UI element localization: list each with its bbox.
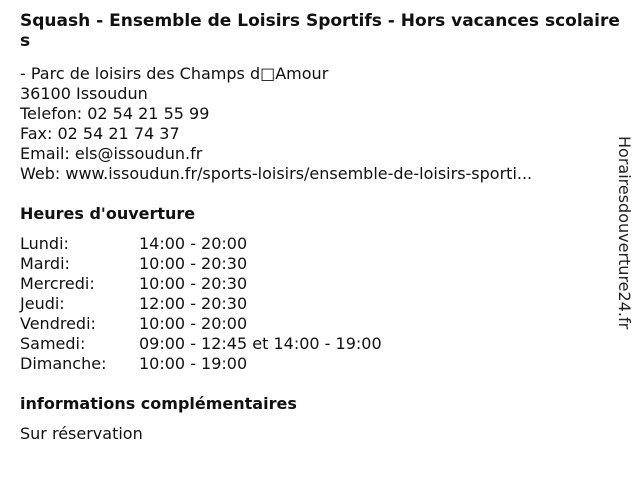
hours-row [20,334,382,354]
time-range: 10:00 - 20:30 [139,254,248,273]
hours-row [20,354,382,374]
page-title: Squash - Ensemble de Loisirs Sportifs - Hors vacances scolaires [20,11,620,51]
time-range: 10:00 - 19:00 [139,354,248,373]
additional-info-heading: informations complémentaires [20,394,297,413]
time-range: 12:00 - 20:30 [139,294,248,313]
day-label: Dimanche: [20,354,107,373]
time-range: 10:00 - 20:00 [139,314,248,333]
day-label: Mercredi: [20,274,95,293]
opening-hours-table [20,234,382,374]
additional-info-text: Sur réservation [20,424,143,443]
opening-hours-heading: Heures d'ouverture [20,204,196,223]
hours-row [20,254,382,274]
day-label: Lundi: [20,234,69,253]
website-url: Web: www.issoudun.fr/sports-loisirs/ensemble-de-loisirs-sporti... [20,164,533,183]
site-watermark: Horairesdouverture24.fr [615,136,634,330]
address-line-2: 36100 Issoudun [20,84,148,103]
time-range: 10:00 - 20:30 [139,274,248,293]
email-address: Email: els@issoudun.fr [20,144,203,163]
time-range: 14:00 - 20:00 [139,234,248,253]
time-range: 09:00 - 12:45 et 14:00 - 19:00 [139,334,382,353]
fax-number: Fax: 02 54 21 74 37 [20,124,180,143]
day-label: Samedi: [20,334,86,353]
day-label: Mardi: [20,254,70,273]
address-line-1: - Parc de loisirs des Champs d□Amour [20,64,329,83]
day-label: Vendredi: [20,314,96,333]
day-label: Jeudi: [20,294,65,313]
hours-row [20,234,382,254]
hours-row [20,314,382,334]
contact-block [20,64,532,184]
phone-number: Telefon: 02 54 21 55 99 [20,104,210,123]
hours-row [20,294,382,314]
hours-row [20,274,382,294]
